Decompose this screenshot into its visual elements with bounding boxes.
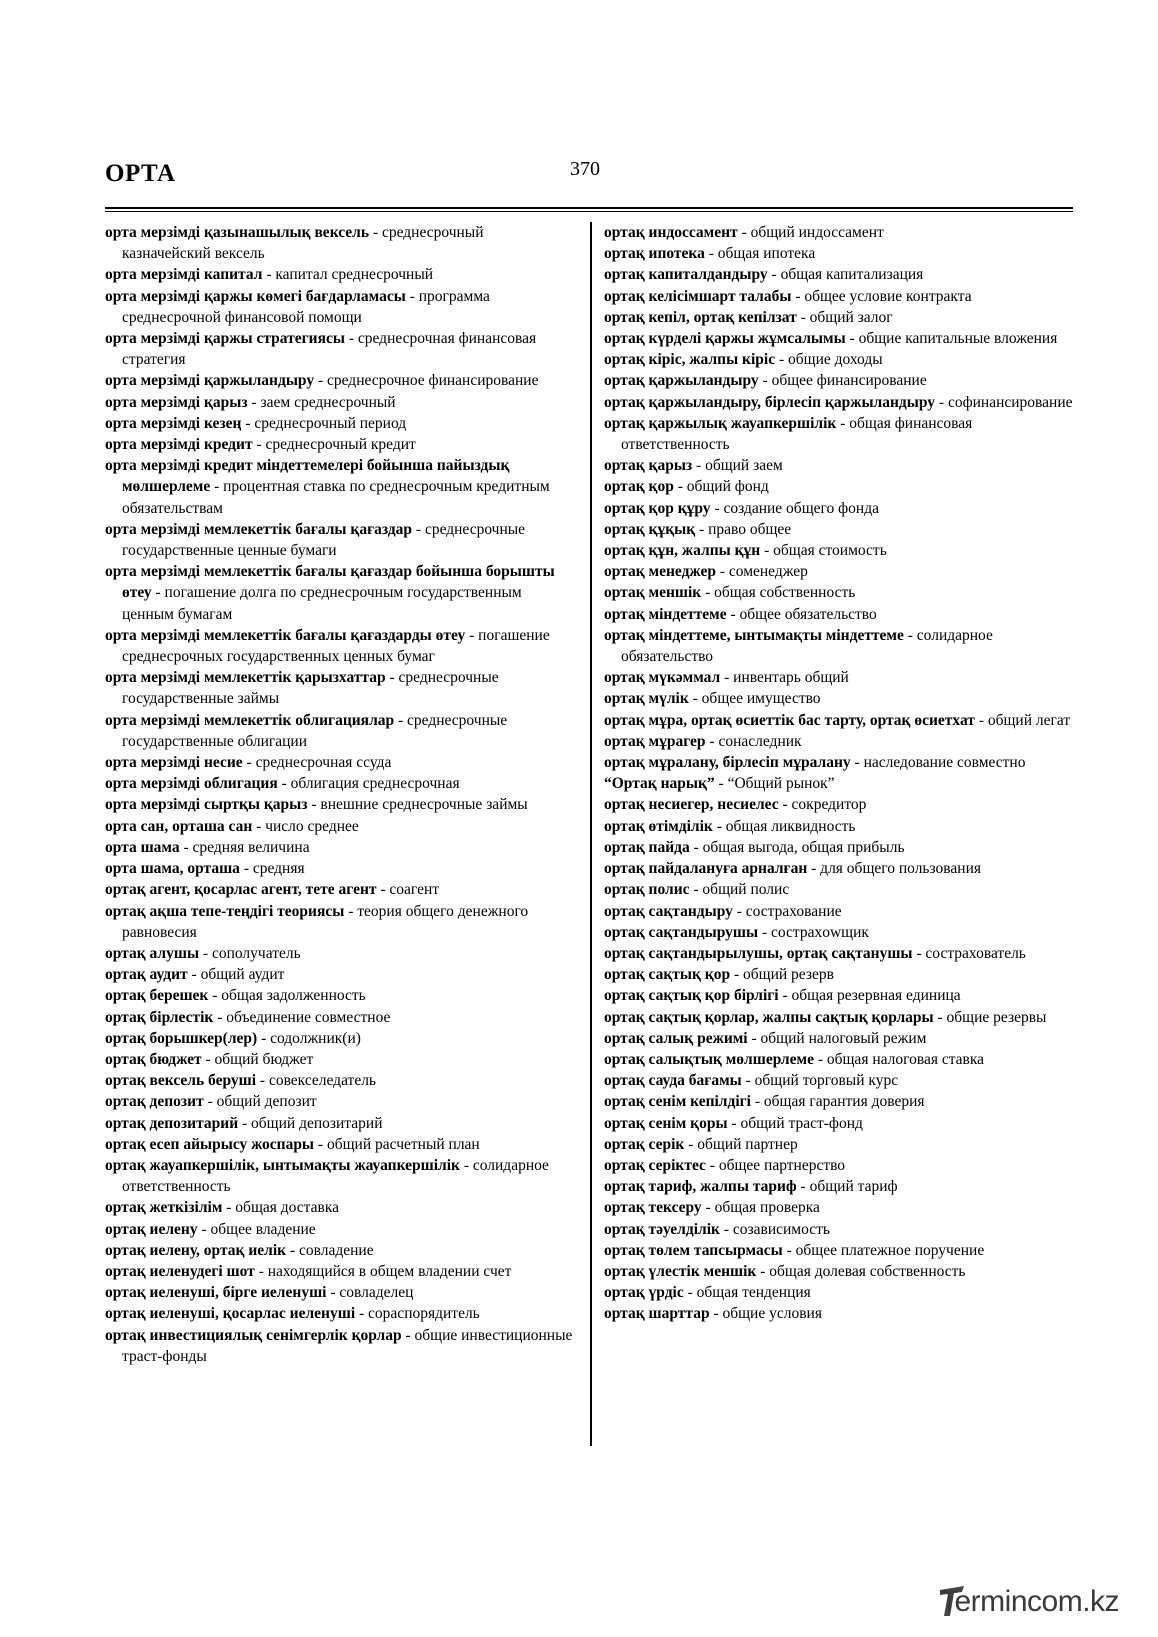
entry-term: ортақ міндеттеме: [604, 605, 727, 623]
entry-term: ортақ сақтық қорлар, жалпы сақтық қорлары: [604, 1008, 934, 1026]
entry-definition: - облигация среднесрочная: [277, 775, 460, 793]
entry-definition: - общий фонд: [673, 478, 769, 496]
entry-definition: - солидарное обязательство: [621, 626, 993, 666]
entry-definition: - общий траст-фонд: [727, 1114, 863, 1132]
entry-definition: - общий депозитарий: [238, 1114, 383, 1132]
entry-term: ортақ келісімшарт талабы: [604, 287, 792, 305]
entry-definition: - общий тариф: [796, 1178, 898, 1196]
entry-definition: - общий расчетный план: [314, 1135, 480, 1153]
entry-definition: - средняя величина: [179, 838, 310, 856]
entry-definition: - заем среднесрочный: [247, 393, 396, 411]
dictionary-entry: [604, 370, 1074, 391]
entry-definition: - созависимость: [719, 1220, 830, 1238]
entry-term: орта мерзімді капитал: [105, 266, 263, 284]
dictionary-entry: [105, 1219, 575, 1240]
dictionary-entry: [105, 794, 575, 815]
entry-definition: - общая стоимость: [760, 542, 887, 560]
dictionary-entry: [105, 1049, 575, 1070]
dictionary-entry: [105, 455, 575, 519]
dictionary-entry: [604, 1303, 1074, 1324]
entry-definition: - общий бюджет: [201, 1050, 314, 1068]
entry-definition: - создание общего фонда: [710, 499, 879, 517]
dictionary-entry: [604, 901, 1074, 922]
entry-term: ортақ аудит: [105, 966, 188, 984]
entry-term: ортақ сақтық қор бірлігі: [604, 987, 779, 1005]
dictionary-entry: [105, 837, 575, 858]
entry-term: ортақ қарыз: [604, 457, 693, 475]
entry-definition: - среднесрочная ссуда: [242, 754, 392, 772]
dictionary-entry: [105, 561, 575, 625]
dictionary-entry: [604, 1282, 1074, 1303]
dictionary-entry: [105, 964, 575, 985]
entry-term: ортақ есеп айырысу жоспары: [105, 1135, 315, 1153]
entry-term: ортақ сақтандырылушы, ортақ сақтанушы: [604, 944, 913, 962]
entry-term: ортақ серіктес: [604, 1156, 706, 1174]
entry-definition: - общая капитализация: [767, 266, 924, 284]
dictionary-entry: [105, 434, 575, 455]
entry-definition: - общее имущество: [688, 690, 821, 708]
entry-definition: - общая проверка: [701, 1199, 820, 1217]
entry-definition: - теория общего денежного равновесия: [122, 902, 529, 941]
entry-term: ортақ үрдіс: [604, 1284, 684, 1302]
dictionary-entry: [105, 1282, 575, 1303]
entry-definition: - общая доставка: [222, 1199, 339, 1217]
dictionary-entry: [105, 286, 575, 328]
entry-definition: - среднесрочный период: [241, 414, 407, 432]
entry-term: ортақ құн, жалпы құн: [604, 542, 761, 560]
dictionary-entry: [604, 392, 1074, 413]
entry-definition: - общий заем: [692, 457, 783, 475]
right-column: [604, 222, 1074, 1325]
dictionary-entry: [604, 1197, 1074, 1218]
dictionary-entry: [604, 1176, 1074, 1197]
dictionary-entry: [604, 286, 1074, 307]
entry-definition: - софинансирование: [935, 393, 1073, 411]
entry-term: ортақ салық режимі: [604, 1029, 748, 1047]
entry-definition: - общее условие контракта: [791, 287, 972, 305]
entry-definition: - общее владение: [197, 1220, 316, 1238]
entry-term: ортақ иеленудегі шот: [105, 1262, 255, 1280]
entry-term: ортақ сақтық қор: [604, 966, 731, 984]
entry-term: ортақ қаржылық жауапкершілік: [604, 414, 837, 432]
dictionary-entry: [105, 752, 575, 773]
entry-definition: - капитал среднесрочный: [262, 266, 434, 284]
entry-term: ортақ өтімділік: [604, 817, 713, 835]
entry-term: ортақ мұрагер: [604, 732, 706, 750]
entry-term: ортақ пайда: [604, 838, 690, 856]
dictionary-entry: [105, 370, 575, 391]
entry-definition: - совладелец: [326, 1284, 414, 1302]
entry-definition: - общий полис: [689, 881, 790, 899]
entry-definition: - соменеджер: [715, 563, 808, 581]
entry-definition: - внешние среднесрочные займы: [307, 796, 528, 814]
entry-definition: - общее партнерство: [705, 1156, 846, 1174]
dictionary-entry: [105, 328, 575, 370]
entry-definition: - среднесрочные государственные займы: [122, 669, 499, 708]
dictionary-entry: [105, 1303, 575, 1324]
entry-term: орта шама: [105, 838, 180, 856]
entry-term: ортақ пайдалануға арналған: [604, 860, 808, 878]
dictionary-entry: [604, 943, 1074, 964]
entry-definition: - погашение среднесрочных государственных ценных бумаг: [122, 626, 550, 666]
entry-definition: - среднесрочная финансовая стратегия: [122, 330, 537, 369]
entry-term: орта мерзімді қаржыландыру: [105, 372, 315, 390]
dictionary-entry: [604, 519, 1074, 540]
entry-definition: - сополучатель: [199, 944, 301, 962]
entry-definition: - общие условия: [709, 1305, 822, 1323]
entry-definition: - объединение совместное: [213, 1008, 391, 1026]
entry-term: ортақ индоссамент: [604, 224, 738, 241]
entry-term: ортақ кепіл, ортақ кепілзат: [604, 308, 797, 326]
entry-definition: - общий залог: [796, 308, 893, 326]
dictionary-entry: [604, 816, 1074, 837]
dictionary-entry: [604, 625, 1074, 667]
entry-term: ортақ иеленуші, бірге иеленуші: [105, 1284, 327, 1302]
entry-term: ортақ инвестициялық сенімгерлік қорлар: [105, 1326, 402, 1344]
entry-definition: - сораспорядитель: [355, 1305, 480, 1323]
dictionary-entry: [604, 540, 1074, 561]
entry-definition: - “Общий рынок”: [714, 775, 835, 793]
section-title: ОРТА: [105, 160, 176, 187]
dictionary-entry: [105, 1325, 575, 1367]
entry-term: ортақ мүкәммал: [604, 669, 721, 687]
entry-term: ортақ полис: [604, 881, 690, 899]
dictionary-entry: [604, 752, 1074, 773]
entry-term: ортақ кіріс, жалпы кіріс: [604, 351, 776, 369]
dictionary-entry: [604, 1155, 1074, 1176]
dictionary-entry: [105, 1240, 575, 1261]
dictionary-entry: [105, 392, 575, 413]
dictionary-entry: [105, 1113, 575, 1134]
dictionary-entry: [105, 1155, 575, 1197]
dictionary-entry: [105, 1197, 575, 1218]
dictionary-entry: [105, 879, 575, 900]
dictionary-entry: [604, 858, 1074, 879]
dictionary-entry: [604, 710, 1074, 731]
entry-term: ортақ қор: [604, 478, 674, 496]
dictionary-entry: [105, 1134, 575, 1155]
entry-definition: - сокредитор: [778, 796, 867, 814]
dictionary-entry: [105, 222, 575, 264]
dictionary-entry: [604, 773, 1074, 794]
entry-term: ортақ сенім кепілдігі: [604, 1093, 751, 1111]
entry-term: “Ортақ нарық”: [604, 775, 715, 793]
dictionary-entry: [604, 222, 1074, 243]
entry-term: орта мерзімді мемлекеттік бағалы қағаздар бойынша борышты өтеу: [105, 563, 555, 602]
dictionary-entry: [105, 1261, 575, 1282]
dictionary-entry: [604, 243, 1074, 264]
entry-term: орта мерзімді қазынашылық вексель: [105, 224, 370, 241]
entry-term: ортақ алушы: [105, 944, 200, 962]
entry-definition: - общая финансовая ответственность: [621, 414, 973, 454]
entry-term: ортақ міндеттеме, ынтымақты міндеттеме: [604, 626, 904, 644]
dictionary-entry: [604, 964, 1074, 985]
dictionary-entry: [105, 773, 575, 794]
entry-definition: - общий индоссамент: [737, 224, 884, 241]
dictionary-entry: [105, 985, 575, 1006]
entry-definition: - число среднее: [252, 817, 359, 835]
dictionary-entry: [604, 1240, 1074, 1261]
dictionary-entry: [604, 413, 1074, 455]
entry-term: ортақ тариф, жалпы тариф: [604, 1178, 797, 1196]
dictionary-entry: [105, 816, 575, 837]
dictionary-entry: [105, 1091, 575, 1112]
dictionary-entry: [604, 349, 1074, 370]
entry-definition: - общий аудит: [187, 966, 285, 984]
entry-term: ортақ серік: [604, 1135, 685, 1153]
entry-term: ортақ вексель беруші: [105, 1072, 257, 1090]
entry-definition: - общая тенденция: [683, 1284, 811, 1302]
entry-definition: - инвентарь общий: [720, 669, 849, 687]
dictionary-entry: [604, 667, 1074, 688]
dictionary-entry: [105, 1070, 575, 1091]
entry-definition: - общий налоговый режим: [747, 1029, 927, 1047]
entry-term: ортақ агент, қосарлас агент, тете агент: [105, 881, 377, 899]
header-rule-thick: [105, 207, 1073, 209]
entry-definition: - общая выгода, общая прибыль: [689, 838, 905, 856]
entry-term: орта сан, орташа сан: [105, 817, 253, 835]
entry-definition: - общие доходы: [775, 351, 883, 369]
entry-definition: - сонаследник: [705, 732, 802, 750]
entry-definition: - общая ипотека: [704, 245, 816, 263]
dictionary-entry: [604, 1049, 1074, 1070]
entry-term: ортақ ақша тепе-теңдігі теориясы: [105, 902, 345, 920]
entry-term: орта мерзімді қарыз: [105, 393, 248, 411]
dictionary-entry: [604, 922, 1074, 943]
page-header: [105, 158, 1075, 188]
dictionary-entry: [105, 901, 575, 943]
entry-definition: - право общее: [695, 520, 792, 538]
entry-definition: - общий торговый курс: [741, 1072, 899, 1090]
left-column: [105, 222, 575, 1367]
entry-definition: - общая гарантия доверия: [751, 1093, 925, 1111]
entry-definition: - общие резервы: [933, 1008, 1047, 1026]
entry-definition: - общая долевая собственность: [756, 1262, 966, 1280]
dictionary-entry: [604, 985, 1074, 1006]
entry-definition: - общий партнер: [684, 1135, 798, 1153]
dictionary-entry: [604, 1134, 1074, 1155]
entry-term: ортақ мұра, ортақ өсиеттік бас тарту, ортақ өсиетхат: [604, 711, 975, 729]
entry-term: ортақ құқық: [604, 520, 696, 538]
entry-definition: - общее платежное поручение: [782, 1241, 985, 1259]
entry-definition: - программа среднесрочной финансовой помощи: [122, 287, 490, 326]
entry-definition: - соагент: [376, 881, 440, 899]
dictionary-entry: [105, 710, 575, 752]
entry-term: ортақ борышкер(лер): [105, 1029, 258, 1047]
entry-term: ортақ бірлестік: [105, 1008, 214, 1026]
entry-term: ортақ берешек: [105, 987, 209, 1005]
entry-term: ортақ менеджер: [604, 563, 716, 581]
entry-term: ортақ бюджет: [105, 1050, 202, 1068]
entry-term: орта мерзімді сыртқы қарыз: [105, 796, 308, 814]
entry-term: ортақ ипотека: [604, 245, 705, 263]
entry-definition: - общее обязательство: [726, 605, 877, 623]
dictionary-entry: [105, 943, 575, 964]
entry-definition: - среднесрочные государственные облигации: [122, 711, 508, 750]
entry-definition: - погашение долга по среднесрочным государственным ценным бумагам: [122, 584, 522, 623]
dictionary-entry: [604, 498, 1074, 519]
entry-definition: - сострахowщик: [758, 923, 869, 941]
entry-term: ортақ сақтандыру: [604, 902, 733, 920]
dictionary-entry: [604, 264, 1074, 285]
dictionary-entry: [604, 455, 1074, 476]
entry-term: ортақ иелену, ортақ иелік: [105, 1241, 287, 1259]
dictionary-entry: [604, 1007, 1074, 1028]
header-rule-thin: [105, 211, 1073, 212]
entry-definition: - совекселедатель: [256, 1072, 377, 1090]
entry-term: ортақ иелену: [105, 1220, 198, 1238]
dictionary-entry: [105, 519, 575, 561]
entry-definition: - наследование совместно: [850, 754, 1026, 772]
dictionary-entry: [604, 1261, 1074, 1282]
dictionary-entry: [105, 413, 575, 434]
entry-term: ортақ салықтық мөлшерлеме: [604, 1050, 814, 1068]
entry-term: ортақ күрделі қаржы жұмсалымы: [604, 330, 846, 348]
entry-term: ортақ иеленуші, қосарлас иеленуші: [105, 1305, 356, 1323]
entry-definition: - сострахование: [732, 902, 842, 920]
entry-definition: - среднесрочный кредит: [252, 436, 416, 454]
watermark: Termincom.kz: [940, 1585, 1120, 1618]
entry-definition: - общая собственность: [701, 584, 856, 602]
entry-definition: - общая задолженность: [208, 987, 366, 1005]
dictionary-entry: [604, 582, 1074, 603]
entry-definition: - процентная ставка по среднесрочным кредитным обязательствам: [122, 478, 550, 517]
entry-term: орта мерзімді мемлекеттік бағалы қағаздарды өтеу: [105, 626, 466, 644]
entry-definition: - средняя: [239, 860, 305, 878]
entry-term: ортақ тәуелділік: [604, 1220, 720, 1238]
entry-definition: - общая резервная единица: [778, 987, 961, 1005]
dictionary-entry: [604, 328, 1074, 349]
entry-definition: - находящийся в общем владении счет: [254, 1262, 512, 1280]
entry-term: ортақ депозитарий: [105, 1114, 239, 1132]
dictionary-entry: [604, 688, 1074, 709]
entry-term: ортақ қаржыландыру: [604, 372, 759, 390]
entry-term: орта мерзімді несие: [105, 754, 243, 772]
page-number: 370: [570, 158, 600, 180]
dictionary-entry: [604, 879, 1074, 900]
entry-definition: - содолжник(и): [257, 1029, 361, 1047]
dictionary-entry: [604, 1091, 1074, 1112]
entry-term: ортақ сенім қоры: [604, 1114, 728, 1132]
entry-term: ортақ қаржыландыру, бірлесіп қаржыландыру: [604, 393, 936, 411]
entry-term: ортақ жеткізілім: [105, 1199, 223, 1217]
entry-term: ортақ депозит: [105, 1093, 204, 1111]
entry-term: ортақ үлестік меншік: [604, 1262, 757, 1280]
dictionary-entry: [105, 667, 575, 709]
entry-term: орта мерзімді кредит: [105, 436, 253, 454]
dictionary-entry: [105, 264, 575, 285]
entry-term: орта мерзімді мемлекеттік бағалы қағаздар: [105, 520, 413, 538]
entry-definition: - общее финансирование: [758, 372, 927, 390]
entry-definition: - среднесрочное финансирование: [314, 372, 539, 390]
entry-term: орта мерзімді кезең: [105, 414, 242, 432]
entry-term: орта мерзімді кредит міндеттемелері бойынша пайыздық мөлшерлеме: [105, 457, 510, 496]
entry-definition: - совладение: [286, 1241, 374, 1259]
entry-definition: - общие инвестиционные траст-фонды: [122, 1326, 573, 1365]
entry-definition: - солидарное ответственность: [122, 1156, 549, 1196]
entry-term: орта мерзімді мемлекеттік қарызхаттар: [105, 669, 386, 687]
entry-definition: - общая налоговая ставка: [813, 1050, 985, 1068]
dictionary-entry: [604, 1219, 1074, 1240]
entry-term: орта шама, орташа: [105, 860, 240, 878]
entry-term: ортақ қор құру: [604, 499, 711, 517]
dictionary-entry: [105, 1028, 575, 1049]
dictionary-entry: [604, 604, 1074, 625]
dictionary-entry: [604, 1113, 1074, 1134]
entry-term: ортақ төлем тапсырмасы: [604, 1241, 783, 1259]
dictionary-entry: [604, 476, 1074, 497]
entry-term: ортақ несиегер, несиелес: [604, 796, 779, 814]
entry-term: ортақ сауда бағамы: [604, 1072, 742, 1090]
dictionary-entry: [604, 1070, 1074, 1091]
dictionary-entry: [105, 1007, 575, 1028]
entry-definition: - общий резерв: [730, 966, 834, 984]
dictionary-entry: [604, 1028, 1074, 1049]
entry-term: орта мерзімді облигация: [105, 775, 278, 793]
entry-term: орта мерзімді қаржы көмегі бағдарламасы: [105, 287, 406, 305]
entry-term: ортақ мүлік: [604, 690, 689, 708]
dictionary-entry: [604, 837, 1074, 858]
entry-term: ортақ капиталдандыру: [604, 266, 768, 284]
entry-term: ортақ тексеру: [604, 1199, 702, 1217]
dictionary-entry: [604, 731, 1074, 752]
entry-term: ортақ сақтандырушы: [604, 923, 759, 941]
dictionary-entry: [604, 561, 1074, 582]
column-divider: [590, 222, 592, 1446]
dictionary-entry: [105, 625, 575, 667]
entry-definition: - среднесрочный казначейский вексель: [122, 224, 484, 263]
entry-definition: - общая ликвидность: [712, 817, 856, 835]
entry-definition: - для общего пользования: [807, 860, 981, 878]
dictionary-entry: [105, 858, 575, 879]
entry-term: орта мерзімді мемлекеттік облигациялар: [105, 711, 395, 729]
entry-definition: - общие капитальные вложения: [845, 330, 1058, 348]
entry-term: ортақ меншік: [604, 584, 702, 602]
dictionary-entry: [604, 307, 1074, 328]
entry-term: ортақ жауапкершілік, ынтымақты жауапкершілік: [105, 1156, 460, 1174]
entry-definition: - общий депозит: [203, 1093, 317, 1111]
entry-term: ортақ шарттар: [604, 1305, 710, 1323]
dictionary-entry: [604, 794, 1074, 815]
entry-definition: - среднесрочные государственные ценные бумаги: [122, 520, 526, 560]
entry-term: орта мерзімді қаржы стратегиясы: [105, 330, 345, 348]
entry-definition: - общий легат: [974, 711, 1071, 729]
entry-definition: - сострахователь: [912, 944, 1026, 962]
entry-term: ортақ мұралану, бірлесіп мұралану: [604, 754, 851, 772]
